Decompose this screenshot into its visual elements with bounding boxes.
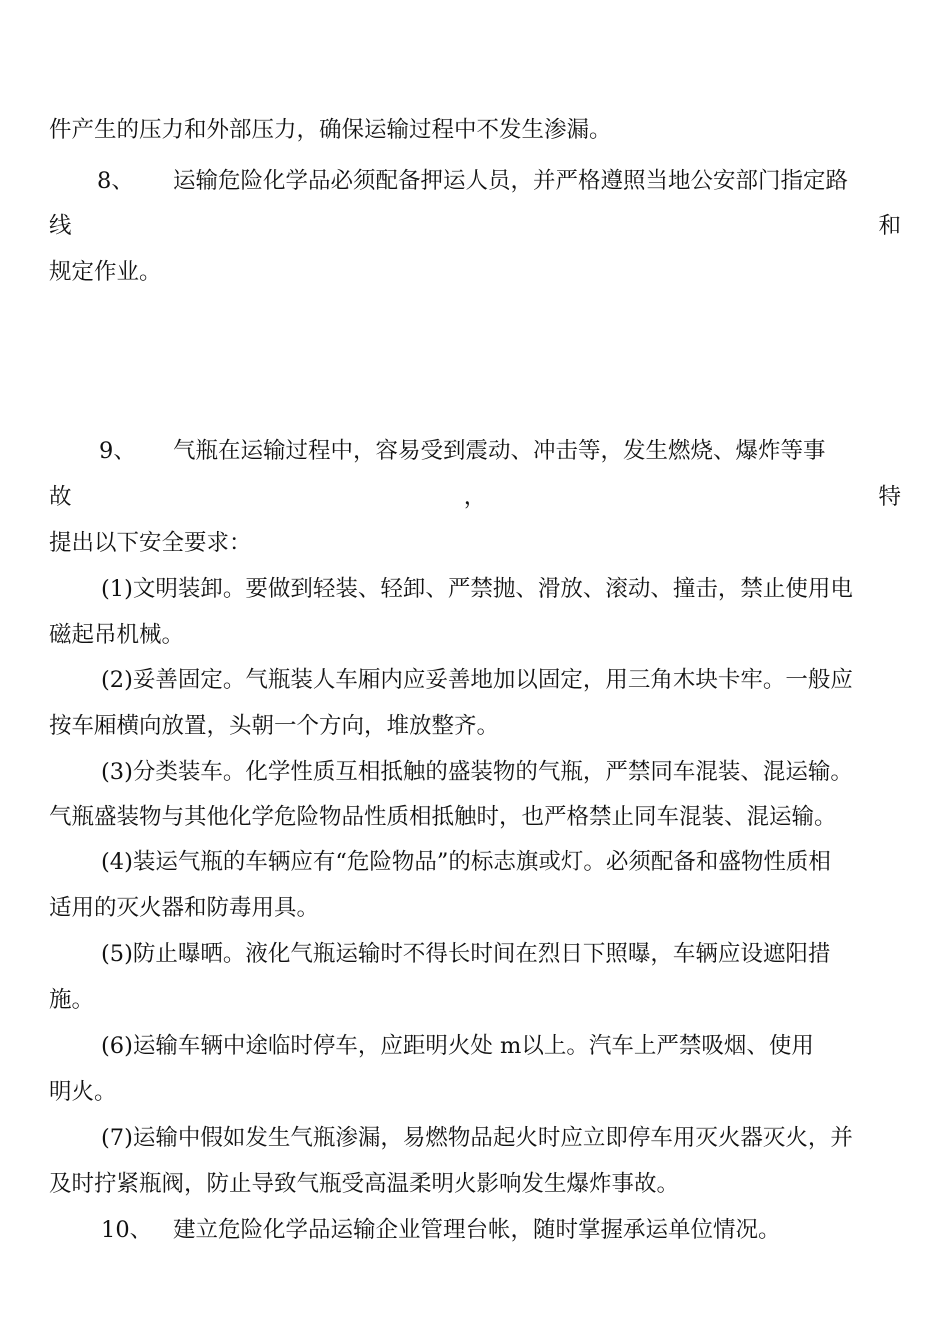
item-text: 气瓶在运输过程中，容易受到震动、冲击等，发生燃烧、爆炸等事 [173,438,826,464]
text-line: 气瓶盛装物与其他化学危险物品性质相抵触时，也严格禁止同车混装、混运输。 [49,804,837,830]
item-number: 10、 [101,1217,153,1243]
justified-char: 和 [878,213,901,239]
text-line: 磁起吊机械。 [49,622,185,648]
requirement-2-line-2 [49,709,901,743]
justified-char: 故 [49,484,72,510]
requirement-3-line-2 [49,800,901,834]
requirement-5-line-1 [49,937,901,971]
text-line: 规定作业。 [49,259,162,285]
requirement-1-line-1 [49,572,901,606]
justified-char: 特 [878,484,901,510]
text-line: (4)装运气瓶的车辆应有“危险物品”的标志旗或灯。必须配备和盛物性质相 [101,849,831,875]
requirement-6-line-1 [49,1029,901,1063]
item-9-line-3 [49,526,901,560]
item-8-line-1 [49,164,901,198]
item-9-line-2 [49,480,901,514]
item-10-line-1 [49,1213,901,1247]
text-line: 施。 [49,987,95,1013]
text-line: 提出以下安全要求： [49,530,252,556]
item-number: 9、 [99,438,136,464]
text-line: 适用的灭火器和防毒用具。 [49,895,320,921]
requirement-6-line-2 [49,1075,901,1109]
text-line: 及时拧紧瓶阀，防止导致气瓶受高温柔明火影响发生爆炸事故。 [49,1171,680,1197]
requirement-3-line-1 [49,755,901,789]
requirement-1-line-2 [49,618,901,652]
text-line: 按车厢横向放置，头朝一个方向，堆放整齐。 [49,713,500,739]
text-line: 明火。 [49,1079,117,1105]
requirement-4-line-1 [49,845,901,879]
item-8-line-2 [49,209,901,243]
text-line: (2)妥善固定。气瓶装人车厢内应妥善地加以固定，用三角木块卡牢。一般应 [101,667,853,693]
item-text: 建立危险化学品运输企业管理台帐，随时掌握承运单位情况。 [173,1217,781,1243]
text-line: (6)运输车辆中途临时停车，应距明火处 m以上。汽车上严禁吸烟、使用 [101,1033,814,1059]
requirement-2-line-1 [49,663,901,697]
requirement-5-line-2 [49,983,901,1017]
text-line: 件产生的压力和外部压力，确保运输过程中不发生渗漏。 [49,117,612,143]
paragraph-line [49,113,901,147]
requirement-7-line-1 [49,1121,901,1155]
requirement-4-line-2 [49,891,901,925]
item-8-line-3 [49,255,901,289]
text-line: (3)分类装车。化学性质互相抵触的盛装物的气瓶，严禁同车混装、混运输。 [101,759,853,785]
item-number: 8、 [97,168,134,194]
item-text: 运输危险化学品必须配备押运人员，并严格遵照当地公安部门指定路 [173,168,849,194]
text-line: (1)文明装卸。要做到轻装、轻卸、严禁抛、滑放、滚动、撞击，禁止使用电 [101,576,853,602]
text-line: (7)运输中假如发生气瓶渗漏，易燃物品起火时应立即停车用灭火器灭火，并 [101,1125,853,1151]
requirement-7-line-2 [49,1167,901,1201]
justified-char: 线 [49,213,72,239]
justified-char: ， [463,484,487,510]
item-9-line-1 [49,434,901,468]
text-line: (5)防止曝晒。液化气瓶运输时不得长时间在烈日下照曝，车辆应设遮阳措 [101,941,831,967]
